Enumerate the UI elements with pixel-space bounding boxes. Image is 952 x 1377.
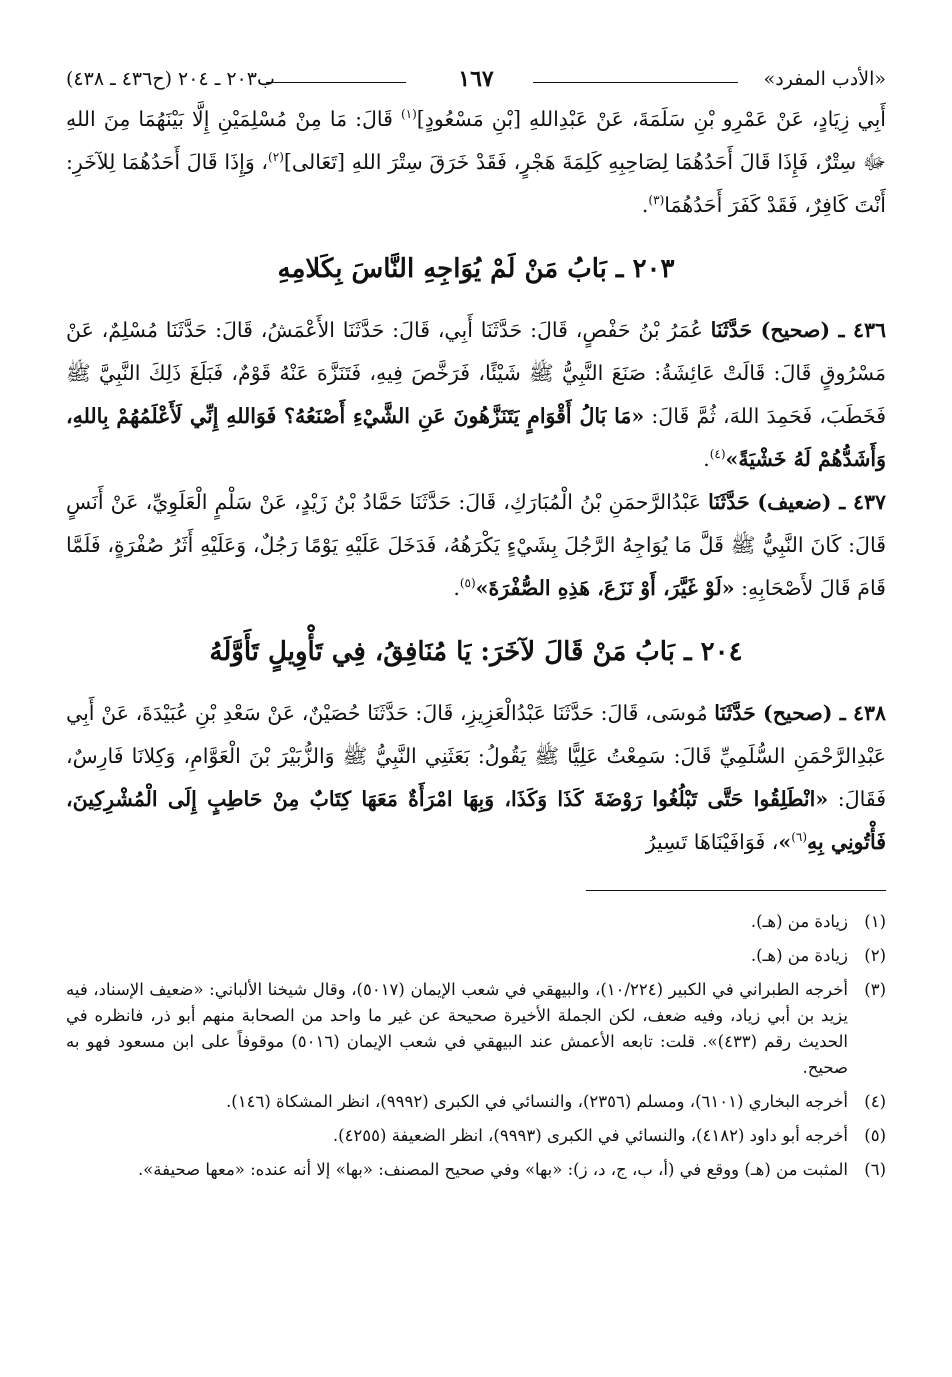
footnote-number: (٥)	[864, 1126, 886, 1145]
footnote-number: (٣)	[864, 980, 886, 999]
chapter-heading-203: ٢٠٣ ـ بَابُ مَنْ لَمْ يُوَاجِهِ النَّاسَ بِكَلامِهِ	[277, 254, 675, 284]
footnote-number: (٦)	[864, 1160, 886, 1179]
footnote-text: زيادة من (هـ).	[750, 946, 848, 965]
footnote-number: (٤)	[864, 1092, 886, 1111]
hadith-436-text: عُمَرُ بْنُ حَفْصٍ، قَالَ: حَدَّثَنَا أَبِي، قَالَ: حَدَّثَنَا الأَعْمَشُ، قَالَ: حَدَّثَنَا مُسْلِمٌ، عَنْ مَسْرُوقٍ قَالَ: قَالَتْ عَائِشَةُ: صَنَعَ النَّبِيُّ ﷺ شَيْئًا، فَرَخَّصَ فِيهِ، فَتَنَزَّهَ عَنْهُ قَوْمٌ، فَبَلَغَ ذَلِكَ النَّبِيَّ ﷺ فَخَطَبَ، فَحَمِدَ اللهَ، ثُمَّ قَالَ:	[66, 318, 886, 428]
hadith-438-quote: «انْطَلِقُوا حَتَّى تَبْلُغُوا رَوْضَةَ كَذَا وَكَذَا، وَبِهَا امْرَأَةٌ مَعَهَا كِتَابٌ مِنْ حَاطِبٍ إِلَى الْمُشْرِكِينَ، فَأْتُونِي بِهِ	[66, 787, 886, 854]
footnote-text: أخرجه الطبراني في الكبير (١٠/٢٢٤)، والبيهقي في شعب الإيمان (٥٠١٧)، وقال شيخنا الألباني: «ضعيف الإسناد، فيه يزيد بن أبي زياد، وفيه ضعف، لكن الجملة الأخيرة صحيحة عن غير ما واحد من الصحابة منهم أبو ذر، فانظره في الحديث رقم (٤٣٣)». قلت: تابعه الأعمش عند البيهقي في شعب الإيمان (٥٠١٦) موقوفاً على ابن مسعود فهو به صحيح.	[66, 980, 848, 1077]
footnote-item	[66, 1123, 886, 1149]
hadith-436	[66, 309, 886, 481]
footnote-item	[66, 1157, 886, 1183]
intro-text-1: أَبِي زِيَادٍ، عَنْ عَمْرِو بْنِ سَلَمَةَ، عَنْ عَبْدِاللهِ [بْنِ مَسْعُودٍ]	[416, 107, 886, 131]
footnote-item	[66, 909, 886, 935]
footnote-item	[66, 977, 886, 1081]
hadith-437-end: .	[453, 576, 460, 600]
footnote-text: المثبت من (هـ) ووقع في (أ، ب، ج، د، ز): «بها» وفي صحيح المصنف: «بها» إلا أنه عنده: «معها صحيفة».	[137, 1160, 848, 1179]
hadith-438-text-2: ، فَوَافَيْنَاهَا تَسِيرُ	[645, 830, 779, 854]
header-rule-left	[266, 82, 406, 83]
book-page	[66, 62, 886, 1357]
footnote-number: (١)	[864, 912, 886, 931]
chapter-heading-204: ٢٠٤ ـ بَابُ مَنْ قَالَ لآخَرَ: يَا مُنَافِقُ، فِي تَأْوِيلٍ تَأَوَّلَهُ	[209, 637, 743, 667]
hadith-436-end: .	[703, 447, 710, 471]
book-title: «الأدب المفرد»	[763, 68, 886, 90]
hadith-436-quote: «مَا بَالُ أَقْوَامٍ يَتَنَزَّهُونَ عَنِ الشَّيْءِ أَصْنَعُهُ؟ فَوَاللهِ إِنِّي لَأَعْلَمُهُمْ بِاللهِ، وَأَشَدُّهُمْ لَهُ خَشْيَةً»	[66, 404, 886, 471]
intro-text-2: قَالَ: مَا مِنْ مُسْلِمَيْنِ إِلَّا بَيْنَهُمَا مِنَ اللهِ ﷻ سِتْرٌ، فَإِذَا قَالَ أَحَدُهُمَا لِصَاحِبِهِ كَلِمَةَ هَجْرٍ، فَقَدْ خَرَقَ سِتْرَ اللهِ [تَعَالى]	[66, 107, 886, 174]
hadith-438-text: مُوسَى، قَالَ: حَدَّثَنَا عَبْدُالْعَزِيزِ، قَالَ: حَدَّثَنَا حُصَيْنٌ، عَنْ سَعْدِ بْنِ عُبَيْدَةَ، عَنْ أَبِي عَبْدِالرَّحْمَنِ السُّلَمِيِّ قَالَ: سَمِعْتُ عَلِيًّا ﷺ يَقُولُ: بَعَثَنِي النَّبِيُّ ﷺ وَالزُّبَيْرَ بْنَ الْعَوَّامِ، وَكِلانَا فَارِسٌ، فَقَالَ:	[66, 701, 886, 811]
footnote-item	[66, 1089, 886, 1115]
hadith-438-quote-end: »	[778, 830, 792, 854]
header-rule-right	[533, 82, 738, 83]
footnote-ref-3[interactable]: (٣)	[648, 193, 665, 208]
page-number: ١٦٧	[458, 66, 494, 92]
chapter-hadith-reference: ب٢٠٣ ـ ٢٠٤ (ح٤٣٦ ـ ٤٣٨)	[66, 68, 275, 90]
footnote-separator	[586, 890, 886, 891]
hadith-437	[66, 481, 886, 610]
intro-text-3: ، وَإِذَا قَالَ أَحَدُهُمَا لِلآخَرِ: أَنْتَ كَافِرٌ، فَقَدْ كَفَرَ أَحَدُهُمَا	[66, 150, 886, 217]
hadith-438	[66, 692, 886, 864]
page-header	[66, 62, 886, 96]
footnote-ref-2[interactable]: (٢)	[268, 150, 284, 165]
footnote-text: زيادة من (هـ).	[750, 912, 848, 931]
footnote-text: أخرجه أبو داود (٤١٨٢)، والنسائي في الكبرى (٩٩٩٣)، انظر الضعيفة (٤٢٥٥).	[332, 1126, 848, 1145]
footnote-ref-1[interactable]: (١)	[400, 107, 417, 122]
hadith-437-text: عَبْدُالرَّحمَنِ بْنُ الْمُبَارَكِ، قَالَ: حَدَّثَنَا حَمَّادُ بْنُ زَيْدٍ، عَنْ سَلْمٍ الْعَلَوِيِّ، عَنْ أَنَسٍ قَالَ: كَانَ النَّبِيُّ ﷺ قَلَّ مَا يُوَاجِهُ الرَّجُلَ بِشَيْءٍ يَكْرَهُهُ، فَدَخَلَ عَلَيْهِ يَوْمًا رَجُلٌ، وَعَلَيْهِ أَثَرُ صُفْرَةٍ، فَلَمَّا قَامَ قَالَ لأَصْحَابِهِ:	[66, 490, 886, 600]
footnote-text: أخرجه البخاري (٦١٠١)، ومسلم (٢٣٥٦)، والنسائي في الكبرى (٩٩٩٢)، انظر المشكاة (١٤٦).	[226, 1092, 848, 1111]
footnote-item	[66, 943, 886, 969]
hadith-437-quote: «لَوْ غَيَّرَ، أَوْ نَزَعَ، هَذِهِ الصُّفْرَةَ»	[475, 576, 735, 600]
hadith-438-label: ٤٣٨ ـ (صحيح) حَدَّثَنَا	[714, 701, 886, 725]
footnote-ref-4[interactable]: (٤)	[709, 447, 726, 462]
footnotes	[66, 909, 886, 1183]
footnote-number: (٢)	[864, 946, 886, 965]
hadith-437-label: ٤٣٧ ـ (ضعيف) حَدَّثَنَا	[708, 490, 886, 514]
main-text	[66, 98, 886, 864]
intro-paragraph	[66, 98, 886, 227]
footnote-ref-6[interactable]: (٦)	[791, 830, 808, 845]
intro-text-end: .	[641, 193, 649, 217]
footnote-ref-5[interactable]: (٥)	[459, 576, 476, 591]
hadith-436-label: ٤٣٦ ـ (صحيح) حَدَّثَنَا	[710, 318, 886, 342]
